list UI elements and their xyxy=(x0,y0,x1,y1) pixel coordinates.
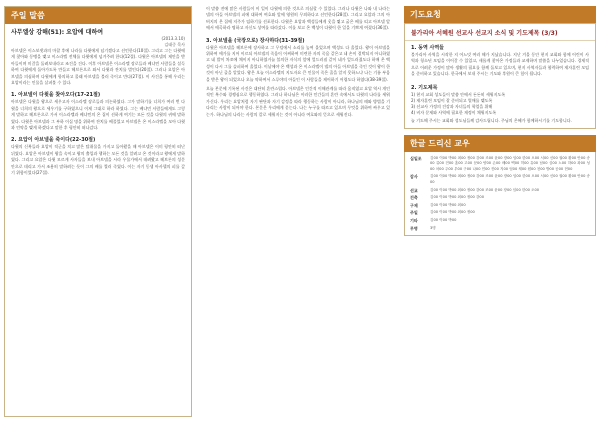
sermon-section-3-title: 3. 아브넬을 (국장으로) 장사하다(31-39절) xyxy=(206,37,305,44)
sermon-intro: 아브넬은 이스보셋과의 마찰 후에 나라를 다윗에게 넘기겠다고 선언한다(10절). 그리고 그는 다윗에게 찾아와 동맹을 맺고 이스라엘 전체를 다윗에게 넘겨주려 한다(12절). 다윗은 아브넬의 제안을 받아들이며 미갈을 돌려보내라고 조건을 건다. 이후 아브넬은 이스라엘 장로들과 베냐민 사람들을 설득하여 다윗에게 돌아가도록 만들고 헤브론으로 와서 다윗과 잔치를 벌인다(20절). 그러나 요압은 아브넬을 의심하며 다윗에게 항의하고 몰래 아브넬을 불러 죽이고 만다(27절). 이 사건을 통해 우리는 요압이라는 인물을 살펴볼 수 있다. xyxy=(11,48,185,86)
offering-row xyxy=(405,194,595,202)
prayer-title: 불가리아 서혜원 선교사 선교지 소식 및 기도제목 (3/3) xyxy=(405,24,595,41)
prayer-item: 4) 비자 문제와 사역에 필요한 재정이 채워지도록 xyxy=(411,110,497,116)
offering-label: 기타 xyxy=(410,217,418,223)
offering-names: 김00 이00 박00 최00 정00 강00 조00 윤00 장00 임00 한00 오00 서00 신00 권00 황00 안00 송00 xyxy=(430,174,590,185)
section-header-offering: 한글 드리신 교우 xyxy=(404,135,596,152)
offering-names: 김00 이00 박00 최00 정00 강00 xyxy=(430,195,484,200)
offering-row xyxy=(405,202,595,210)
offering-label: 선교 xyxy=(410,187,418,193)
sermon-column xyxy=(4,6,192,417)
offering-names: 3명 xyxy=(430,225,436,230)
offering-row xyxy=(405,187,595,195)
sermon-title: 사무엘상 강해(51): 요압에 대하여 xyxy=(11,29,104,36)
offering-names: 김00 이00 박00 최00 정00 강00 조00 윤00 장00 임00 한00 오00 xyxy=(430,187,540,192)
offering-row xyxy=(405,217,595,225)
sermon-section-2-title: 2. 요압이 아브넬을 죽이다(22-30절) xyxy=(11,137,96,144)
mission-news-title: 1. 동역 사역들 xyxy=(411,45,445,51)
offering-row xyxy=(405,173,595,186)
sermon-section-1-title: 1. 아브넬이 다윗을 찾아오다(17-21절) xyxy=(11,92,101,99)
section-header-prayer: 기도요청 xyxy=(404,6,596,23)
offering-row xyxy=(405,209,595,217)
prayer-item: 1) 현지 교회 성도들이 말씀 안에서 든든히 세워지도록 xyxy=(411,91,506,97)
sermon-paragraph: 이 말씀 전에 많은 사람들이 이 일이 다윗에 의한 것으로 의심할 수 있었다. 그러나 다윗은 나와 내 나라는 넬의 아들 아브넬의 피에 대하여 여호와 앞에 영원히 무죄하다고 선언한다(28절). 그리고 요압과 그의 아버지의 온 집에 저주가 임하기를 선포한다. 다윗은 요압과 백성들에게 옷을 찢고 굵은 베를 띠고 아브넬 앞에서 애곡하라 명하고 자신도 상여를 따라갔다. 이를 보고 온 백성이 다윗이 한 일을 기쁘게 여겼다(36절). xyxy=(206,6,390,31)
prayer-request-box xyxy=(404,23,596,129)
prayer-column xyxy=(404,6,596,417)
sermon-section-2-text: 다윗의 신복들과 요압이 적군을 치고 많은 탈취물을 가지고 돌아왔을 때 아브넬은 이미 평안히 떠난 뒤였다. 요압은 아브넬이 왕을 속이고 왕의 출입과 행하는 모든 것을 알려고 온 것이라고 왕에게 말하였다. 그리고 요압은 다윗 모르게 사자들을 보내 아브넬을 시라 우물가에서 데려왔고 헤브론의 성문 안으로 데리고 가서 조용히 말하려는 듯이 그의 배를 찔러 죽였다. 이는 자기 동생 아사헬의 피를 갚기 위함이었다(27절). xyxy=(11,144,185,176)
offering-names: 김00 이00 박00 최00 xyxy=(430,202,466,207)
offering-label: 감사 xyxy=(410,174,418,180)
offering-label: 무명 xyxy=(410,225,418,231)
offering-row xyxy=(405,155,595,174)
prayer-note: 늘 기도해 주시는 교회와 성도님들께 감사드립니다. 주님의 은혜가 함께하시기를 기도합니다. xyxy=(411,118,572,124)
sermon-conclusion: 오늘 본문에 기록된 사건은 대단히 혼란스럽다. 아브넬은 인간적 이해관계를 따라 움직였고 요압 역시 개인적인 복수와 경쟁심으로 행동하였다. 그러나 하나님은 이러한 인간들의 혼란 속에서도 다윗의 나라를 세워 가신다. 우리는 요압처럼 자기 판단과 자기 감정을 따라 행동하는 사람이 아니라, 하나님의 때와 방법을 기다리는 사람이 되어야 한다. 본문은 우리에게 묻는다. 나는 누구를 따르고 있으며 무엇을 위하여 싸우고 있는가. 하나님의 나라는 사람의 칼로 세워지는 것이 아니라 여호와의 뜻으로 세워진다. xyxy=(206,86,390,117)
offering-names: 김00 이00 박00 xyxy=(430,217,457,222)
sermon-continued-column xyxy=(204,6,392,417)
prayer-list-title: 2. 기도제목 xyxy=(411,84,438,91)
offering-list xyxy=(404,152,596,237)
offering-label: 구제 xyxy=(410,202,418,208)
offering-label: 주일 xyxy=(410,210,418,216)
offering-row xyxy=(405,225,595,233)
offering-label: 십일조 xyxy=(410,155,422,161)
sermon-date: (2013.3.10) xyxy=(161,36,185,41)
sermon-author: 김태중 목사 xyxy=(164,42,185,47)
prayer-item: 2) 제자훈련 모임이 잘 준비되고 열매를 맺도록 xyxy=(411,97,493,103)
offering-names: 김00 이00 박00 최00 정00 강00 조00 윤00 장00 임00 한00 오00 서00 신00 권00 황00 안00 송00 류00 전00 홍00 고00 문00 양00 손00 배00 백00 허00 유00 남00 심00 노00 하00 곽00 성00 차00 주00 우00 구00 나00 민00 진00 지00 엄00 채00 원00 천00 방00 공00 현00 xyxy=(430,155,590,171)
sermon-paragraph: 다윗은 아브넬을 헤브론에 장사하고 그 무덤에서 소리를 높여 울었으며 백성도 다 울었다. 왕이 아브넬을 위하여 애가를 지어 이르되 아브넬의 죽음이 어찌하여 미련한 자의 죽음 같은고 네 손이 결박되지 아니하였고 네 발이 차꼬에 채이지 아니하였거늘 불의한 자식의 앞에 엎드러짐 같이 네가 엎드러졌도다 하매 온 백성이 다시 그를 슬퍼하여 울었다. 이날에야 온 백성과 온 이스라엘이 넬의 아들 아브넬을 죽인 것이 왕이 한 것이 아닌 줄을 알았다. 왕은 오늘 이스라엘의 지도자요 큰 인물이 죽은 줄을 알지 못하느냐 나는 기름 부음을 받은 왕이 되었으나 오늘 약하여서 스루야의 아들인 이 사람들을 제어하기 어렵도다 하였다(38-39절). xyxy=(206,44,390,82)
prayer-item: 3) 선교사 가정의 건강과 자녀들의 학업을 위해 xyxy=(411,104,493,110)
mission-news-text: 불가리아 사역을 시작한 지 어느덧 여러 해가 지났습니다. 지난 겨울 동안 현지 교회와 함께 어린이 사역과 청소년 모임을 이어갈 수 있었고, 새롭게 찾아온 가정들과 교제하며 말씀을 나누었습니다. 경제적으로 어려운 가정이 많아 생활의 필요를 함께 돌보고 있으며, 현지 사역자들과 협력하여 제자훈련 모임을 준비하고 있습니다. 한국에서 보내 주시는 기도와 후원이 큰 힘이 됩니다. xyxy=(411,52,589,77)
sermon-section-1-text: 아브넬은 다윗을 왕으로 세우고자 이스라엘 장로들과 의논하였다. 그가 말하기를 너희가 여러 번 다윗을 너희의 왕으로 세우기를 구하였으니 이제 그대로 하라 하였다. 그는 베냐민 사람들에게도 그렇게 말하고 헤브론으로 가서 이스라엘과 베냐민의 온 집이 선하게 여기는 모든 것을 다윗의 귀에 말하였다. 다윗은 아브넬과 그 부하 이십 명을 위하여 잔치를 베풀었고 아브넬은 온 이스라엘을 모아 다윗과 언약을 맺게 하겠다고 말한 후 평안히 떠나갔다. xyxy=(11,99,185,131)
section-header-sermon: 주일 말씀 xyxy=(5,7,191,24)
offering-label: 건축 xyxy=(410,195,418,201)
offering-names: 김00 이00 박00 최00 정00 xyxy=(430,210,475,215)
